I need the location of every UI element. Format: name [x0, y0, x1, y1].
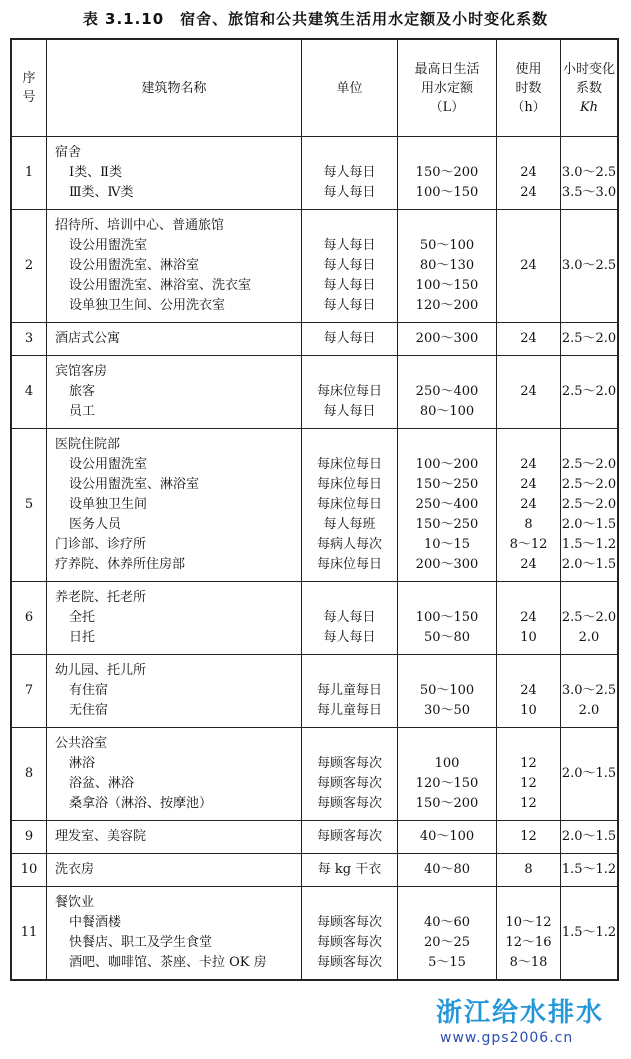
- quota-value: 50～100: [419, 238, 475, 253]
- building-name: 养老院、托老所: [55, 590, 147, 605]
- building-name: 设公用盥洗室: [69, 457, 148, 472]
- quota-value: 50～80: [423, 630, 471, 645]
- building-name: 餐饮业: [55, 895, 95, 910]
- hours-value: 12: [520, 796, 537, 811]
- kh-value: [561, 435, 617, 455]
- hours-cell: [496, 728, 560, 820]
- hours-value: 24: [520, 384, 537, 399]
- unit-value: 每顾客每次: [316, 796, 382, 811]
- quota-value: 150～200: [415, 796, 479, 811]
- quota-value: 80～130: [419, 258, 475, 273]
- kh-cell: [560, 429, 617, 581]
- building-name: 疗养院、休养所住房部: [55, 557, 186, 572]
- seq-cell: [12, 323, 46, 355]
- seq-number: 5: [24, 497, 34, 512]
- kh-value: [561, 661, 617, 681]
- table-title: 表 3.1.10 宿舍、旅馆和公共建筑生活用水定额及小时变化系数: [82, 10, 549, 28]
- hours-value: [497, 661, 560, 681]
- kh-value: 2.5～2.0: [561, 477, 617, 492]
- unit-cell: [301, 655, 397, 727]
- kh-cell: [560, 210, 617, 322]
- unit-cell: [301, 356, 397, 428]
- hours-cell: [496, 655, 560, 727]
- name-cell: [46, 887, 301, 979]
- name-cell: [46, 356, 301, 428]
- hours-value: 24: [520, 610, 537, 625]
- hours-value: 24: [520, 557, 537, 572]
- header-hours-line: 时数: [515, 80, 542, 96]
- quota-value: 100～150: [415, 185, 479, 200]
- building-name: Ⅲ类、Ⅳ类: [69, 185, 134, 200]
- building-name: 旅客: [69, 384, 96, 399]
- seq-number: 4: [24, 384, 34, 399]
- hours-value: [497, 402, 560, 422]
- quota-cell: [397, 137, 496, 209]
- quota-value: [398, 661, 496, 681]
- header-kh-line: Kh: [579, 99, 599, 115]
- hours-cell: [496, 137, 560, 209]
- kh-value: 3.0～2.5: [561, 258, 617, 273]
- building-name: 设公用盥洗室: [69, 238, 148, 253]
- quota-value: 40～60: [423, 915, 471, 930]
- table-group: [12, 582, 617, 655]
- hours-value: [497, 734, 560, 754]
- header-seq-line: 序: [22, 71, 36, 86]
- unit-value: 每人每日: [323, 298, 376, 313]
- quota-value: [398, 362, 496, 382]
- kh-value: 2.5～2.0: [561, 331, 617, 346]
- header-unit-text: 单位: [336, 80, 363, 96]
- table-group: [12, 210, 617, 323]
- hours-value: 24: [520, 165, 537, 180]
- name-cell: [46, 582, 301, 654]
- unit-value: [302, 588, 397, 608]
- kh-cell: [560, 582, 617, 654]
- unit-value: 每人每日: [323, 278, 376, 293]
- quota-value: [398, 143, 496, 163]
- building-name: 招待所、培训中心、普通旅馆: [55, 218, 225, 233]
- hours-value: 24: [520, 457, 537, 472]
- unit-value: 每人每班: [323, 517, 376, 532]
- hours-cell: [496, 356, 560, 428]
- unit-value: 每床位每日: [316, 557, 382, 572]
- kh-value: 3.0～2.5: [561, 683, 617, 698]
- building-name: 中餐酒楼: [69, 915, 122, 930]
- seq-number: 10: [20, 862, 38, 877]
- hours-value: 10～12: [505, 915, 552, 930]
- unit-cell: [301, 323, 397, 355]
- hours-value: 8～12: [509, 537, 548, 552]
- hours-value: 8: [524, 862, 533, 877]
- unit-value: 每人每日: [323, 185, 376, 200]
- building-name: 设公用盥洗室、淋浴室: [69, 258, 200, 273]
- hours-value: 24: [520, 331, 537, 346]
- kh-value: [561, 588, 617, 608]
- building-name: 幼儿园、托儿所: [55, 663, 147, 678]
- seq-number: 2: [24, 258, 34, 273]
- building-name: 设公用盥洗室、淋浴室、洗衣室: [69, 278, 252, 293]
- table-group: [12, 356, 617, 429]
- header-hours-line: 使用: [515, 61, 542, 77]
- building-name: 门诊部、诊疗所: [55, 537, 147, 552]
- hours-value: 24: [520, 477, 537, 492]
- unit-value: [302, 661, 397, 681]
- quota-cell: [397, 582, 496, 654]
- quota-value: 40～100: [419, 829, 475, 844]
- unit-value: [302, 435, 397, 455]
- unit-value: [302, 362, 397, 382]
- quota-value: 40～80: [423, 862, 471, 877]
- kh-value: 3.0～2.5: [561, 165, 617, 180]
- hours-cell: [496, 210, 560, 322]
- kh-value: 1.5～1.2: [561, 925, 617, 940]
- seq-number: 11: [20, 925, 38, 940]
- seq-cell: [12, 821, 46, 853]
- quota-value: [398, 588, 496, 608]
- name-cell: [46, 210, 301, 322]
- kh-cell: [560, 655, 617, 727]
- kh-cell: [560, 323, 617, 355]
- quota-cell: [397, 429, 496, 581]
- unit-value: 每床位每日: [316, 384, 382, 399]
- hours-cell: [496, 854, 560, 886]
- hours-value: 8: [524, 517, 533, 532]
- kh-value: 2.5～2.0: [561, 497, 617, 512]
- kh-value: [561, 362, 617, 382]
- kh-value: 1.5～1.2: [561, 862, 617, 877]
- seq-number: 8: [24, 766, 34, 781]
- seq-cell: [12, 356, 46, 428]
- unit-value: 每人每日: [323, 258, 376, 273]
- name-cell: [46, 854, 301, 886]
- header-seq: [12, 40, 46, 136]
- building-name: 宿舍: [55, 145, 82, 160]
- water-quota-table: [10, 38, 619, 981]
- unit-value: 每顾客每次: [316, 829, 382, 844]
- building-name: 日托: [69, 630, 96, 645]
- kh-value: 2.5～2.0: [561, 384, 617, 399]
- building-name: 设单独卫生间、公用洗衣室: [69, 298, 226, 313]
- building-name: 设单独卫生间: [69, 497, 148, 512]
- quota-value: 20～25: [423, 935, 471, 950]
- name-cell: [46, 655, 301, 727]
- header-hours-line: （h）: [511, 99, 546, 115]
- quota-value: 120～200: [415, 298, 479, 313]
- building-name: 公共浴室: [55, 736, 108, 751]
- kh-cell: [560, 821, 617, 853]
- name-cell: [46, 429, 301, 581]
- seq-number: 6: [24, 610, 34, 625]
- hours-cell: [496, 887, 560, 979]
- building-name: 员工: [69, 404, 96, 419]
- table-group: [12, 137, 617, 210]
- hours-value: 12～16: [505, 935, 552, 950]
- hours-value: 12: [520, 776, 537, 791]
- unit-value: 每儿童每日: [316, 703, 382, 718]
- seq-cell: [12, 854, 46, 886]
- unit-value: 每顾客每次: [316, 935, 382, 950]
- building-name: 医务人员: [69, 517, 122, 532]
- seq-cell: [12, 655, 46, 727]
- kh-value: 2.0～1.5: [561, 557, 617, 572]
- header-unit: [301, 40, 397, 136]
- unit-cell: [301, 821, 397, 853]
- header-quota: [397, 40, 496, 136]
- hours-cell: [496, 323, 560, 355]
- building-name: 宾馆客房: [55, 364, 108, 379]
- hours-value: [497, 362, 560, 382]
- unit-value: [302, 893, 397, 913]
- quota-value: 100～200: [415, 457, 479, 472]
- header-name: [46, 40, 301, 136]
- kh-value: 2.0: [578, 703, 600, 718]
- kh-cell: [560, 854, 617, 886]
- quota-cell: [397, 323, 496, 355]
- unit-value: 每顾客每次: [316, 776, 382, 791]
- building-name: 酒吧、咖啡馆、茶座、卡拉 OK 房: [69, 955, 267, 970]
- hours-value: 10: [520, 630, 537, 645]
- table-group: [12, 655, 617, 728]
- unit-cell: [301, 887, 397, 979]
- quota-value: 80～100: [419, 404, 475, 419]
- kh-value: 2.0: [578, 630, 600, 645]
- seq-number: 3: [24, 331, 34, 346]
- building-name: 无住宿: [69, 703, 109, 718]
- hours-cell: [496, 821, 560, 853]
- name-cell: [46, 137, 301, 209]
- building-name: 理发室、美容院: [55, 829, 147, 844]
- kh-value: 2.0～1.5: [561, 517, 617, 532]
- kh-value: 2.5～2.0: [561, 610, 617, 625]
- quota-value: 10～15: [423, 537, 471, 552]
- seq-cell: [12, 582, 46, 654]
- unit-value: [302, 734, 397, 754]
- building-name: 桑拿浴（淋浴、按摩池）: [69, 796, 213, 811]
- header-quota-line: 用水定额: [420, 80, 473, 96]
- quota-value: 100: [434, 756, 460, 771]
- kh-value: 2.0～1.5: [561, 829, 617, 844]
- quota-cell: [397, 728, 496, 820]
- hours-value: 24: [520, 497, 537, 512]
- kh-value: 2.5～2.0: [561, 457, 617, 472]
- quota-value: [398, 734, 496, 754]
- kh-value: 3.5～3.0: [561, 185, 617, 200]
- unit-cell: [301, 210, 397, 322]
- unit-value: 每床位每日: [316, 497, 382, 512]
- unit-cell: [301, 429, 397, 581]
- building-name: 全托: [69, 610, 96, 625]
- seq-number: 1: [24, 165, 34, 180]
- hours-value: 24: [520, 683, 537, 698]
- hours-value: 8～18: [509, 955, 548, 970]
- kh-cell: [560, 137, 617, 209]
- quota-value: 150～200: [415, 165, 479, 180]
- building-name: 有住宿: [69, 683, 109, 698]
- unit-value: 每人每日: [323, 331, 376, 346]
- quota-value: 200～300: [415, 557, 479, 572]
- quota-value: 50～100: [419, 683, 475, 698]
- unit-cell: [301, 582, 397, 654]
- building-name: 快餐店、职工及学生食堂: [69, 935, 213, 950]
- unit-value: 每人每日: [323, 238, 376, 253]
- quota-cell: [397, 356, 496, 428]
- table-group: [12, 887, 617, 979]
- seq-cell: [12, 137, 46, 209]
- unit-cell: [301, 137, 397, 209]
- quota-value: 150～250: [415, 477, 479, 492]
- kh-cell: [560, 728, 617, 820]
- hours-value: 12: [520, 756, 537, 771]
- unit-value: 每顾客每次: [316, 756, 382, 771]
- site-logo-text: 浙江给水排水: [436, 998, 605, 1028]
- header-quota-line: （L）: [429, 99, 465, 115]
- quota-cell: [397, 210, 496, 322]
- unit-value: 每床位每日: [316, 457, 382, 472]
- hours-value: 24: [520, 258, 537, 273]
- kh-value: [561, 143, 617, 163]
- hours-value: 12: [520, 829, 537, 844]
- unit-value: 每床位每日: [316, 477, 382, 492]
- building-name: 设公用盥洗室、淋浴室: [69, 477, 200, 492]
- unit-value: 每人每日: [323, 165, 376, 180]
- unit-cell: [301, 854, 397, 886]
- unit-value: 每顾客每次: [316, 915, 382, 930]
- unit-value: [302, 143, 397, 163]
- quota-value: 150～250: [415, 517, 479, 532]
- unit-value: 每病人每次: [316, 537, 382, 552]
- seq-cell: [12, 887, 46, 979]
- kh-value: [561, 402, 617, 422]
- table-group: [12, 854, 617, 887]
- hours-value: [497, 588, 560, 608]
- quota-value: 100～150: [415, 610, 479, 625]
- unit-value: 每儿童每日: [316, 683, 382, 698]
- header-kh-line: 小时变化: [562, 61, 615, 77]
- unit-value: 每人每日: [323, 610, 376, 625]
- name-cell: [46, 728, 301, 820]
- table-body: [12, 137, 617, 979]
- building-name: 淋浴: [69, 756, 96, 771]
- name-cell: [46, 323, 301, 355]
- kh-value: 1.5～1.2: [561, 537, 617, 552]
- hours-cell: [496, 582, 560, 654]
- hours-value: [497, 435, 560, 455]
- hours-value: [497, 893, 560, 913]
- quota-value: 30～50: [423, 703, 471, 718]
- header-hours: [496, 40, 560, 136]
- unit-cell: [301, 728, 397, 820]
- site-url: www.gps2006.cn: [440, 1030, 574, 1046]
- quota-value: [398, 893, 496, 913]
- quota-cell: [397, 821, 496, 853]
- quota-value: [398, 216, 496, 236]
- quota-value: 100～150: [415, 278, 479, 293]
- quota-cell: [397, 854, 496, 886]
- quota-value: 200～300: [415, 331, 479, 346]
- seq-cell: [12, 429, 46, 581]
- kh-value: 2.0～1.5: [561, 766, 617, 781]
- building-name: 洗衣房: [55, 862, 95, 877]
- unit-value: 每人每日: [323, 404, 376, 419]
- unit-value: [302, 216, 397, 236]
- table-group: [12, 821, 617, 854]
- name-cell: [46, 821, 301, 853]
- building-name: Ⅰ类、Ⅱ类: [69, 165, 122, 180]
- header-kh: [560, 40, 617, 136]
- seq-number: 9: [24, 829, 34, 844]
- quota-value: 120～150: [415, 776, 479, 791]
- quota-cell: [397, 887, 496, 979]
- quota-value: [398, 435, 496, 455]
- header-kh-line: 系数: [575, 80, 602, 96]
- header-quota-line: 最高日生活: [414, 61, 480, 77]
- quota-cell: [397, 655, 496, 727]
- quota-value: 5～15: [428, 955, 466, 970]
- hours-cell: [496, 429, 560, 581]
- hours-value: [497, 143, 560, 163]
- table-group: [12, 728, 617, 821]
- unit-value: 每人每日: [323, 630, 376, 645]
- seq-cell: [12, 728, 46, 820]
- unit-value: 每 kg 干衣: [317, 862, 382, 877]
- quota-value: 250～400: [415, 384, 479, 399]
- building-name: 酒店式公寓: [55, 331, 121, 346]
- quota-value: 250～400: [415, 497, 479, 512]
- hours-value: 24: [520, 185, 537, 200]
- header-seq-line: 号: [22, 90, 36, 105]
- building-name: 医院住院部: [55, 437, 121, 452]
- kh-cell: [560, 887, 617, 979]
- kh-cell: [560, 356, 617, 428]
- table-group: [12, 429, 617, 582]
- seq-cell: [12, 210, 46, 322]
- seq-number: 7: [24, 683, 34, 698]
- table-header: [12, 40, 617, 137]
- table-group: [12, 323, 617, 356]
- unit-value: 每顾客每次: [316, 955, 382, 970]
- building-name: 浴盆、淋浴: [69, 776, 135, 791]
- header-name-text: 建筑物名称: [141, 80, 207, 96]
- hours-value: 10: [520, 703, 537, 718]
